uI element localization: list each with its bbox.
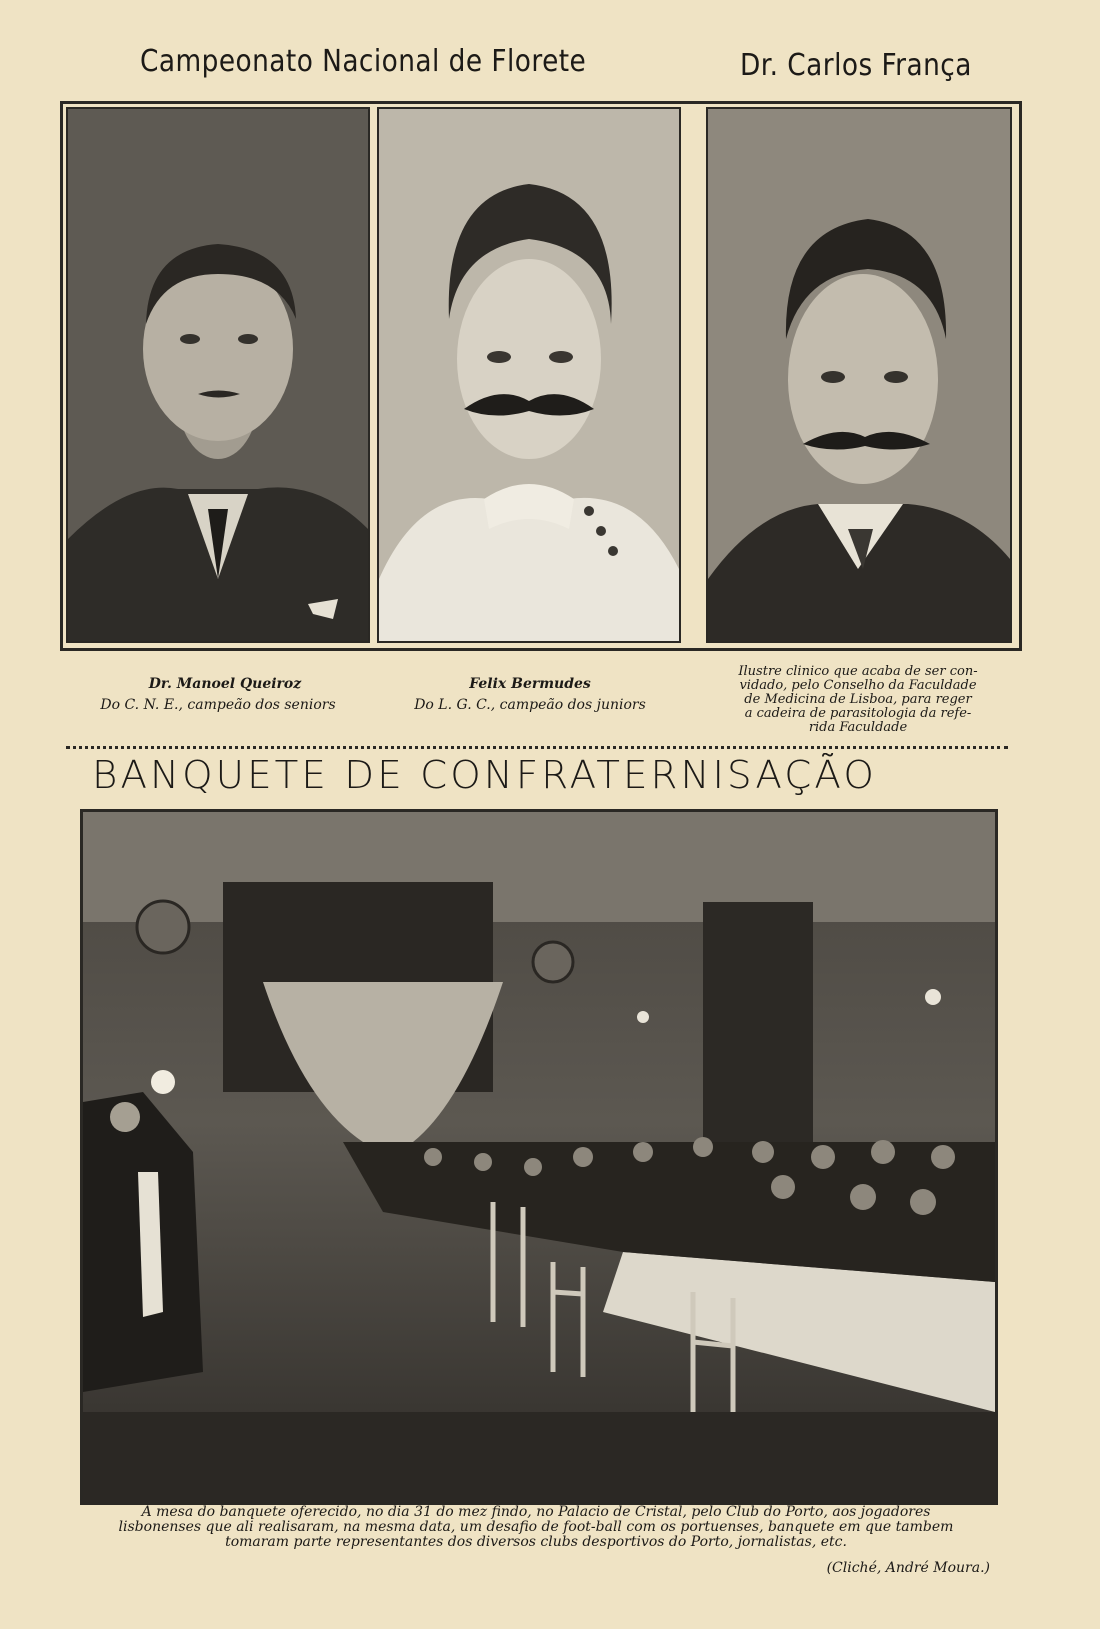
- banquet-photograph: [80, 809, 998, 1505]
- banquet-caption-line: A mesa do banquete oferecido, no dia 31 do mez findo, no Palacio de Cristal, pelo Club do Porto, aos jogadores: [141, 1504, 931, 1520]
- banquet-headline: BANQUETE DE CONFRATERNISAÇÃO: [92, 753, 877, 797]
- franca-caption-line: de Medicina de Lisboa, para reger: [744, 692, 972, 707]
- portrait-name-bermudes: Felix Bermudes: [469, 676, 591, 692]
- franca-caption-line: vidado, pelo Conselho da Faculdade: [739, 678, 977, 693]
- portrait-felix-bermudes: [377, 107, 681, 643]
- portrait-manoel-queiroz: [66, 107, 370, 643]
- headline-carlos-franca: Dr. Carlos França: [740, 48, 972, 83]
- photo-credit: (Cliché, André Moura.): [826, 1560, 990, 1576]
- franca-caption: [708, 665, 1008, 735]
- portrait-club-bermudes: Do L. G. C., campeão dos juniors: [414, 697, 646, 713]
- banquet-caption-line: lisbonenses que ali realisaram, na mesma data, um desafio de foot-ball com os portuenses, banquete em que tambem: [118, 1519, 954, 1535]
- franca-caption-line: a cadeira de parasitologia da refe-: [744, 706, 972, 721]
- franca-caption-line: Ilustre clinico que acaba de ser con-: [738, 664, 978, 679]
- headline-fencing-championship: Campeonato Nacional de Florete: [140, 44, 587, 79]
- portrait-name-queiroz: Dr. Manoel Queiroz: [148, 676, 302, 692]
- portrait-carlos-franca: [706, 107, 1012, 643]
- portrait-club-queiroz: Do C. N. E., campeão dos seniors: [100, 697, 336, 713]
- banquet-caption-line: tomaram parte representantes dos diversos clubs desportivos do Porto, jornalistas, etc.: [225, 1534, 847, 1550]
- section-divider: [66, 746, 1008, 749]
- banquet-caption: [80, 1505, 992, 1550]
- franca-caption-line: rida Faculdade: [808, 720, 908, 735]
